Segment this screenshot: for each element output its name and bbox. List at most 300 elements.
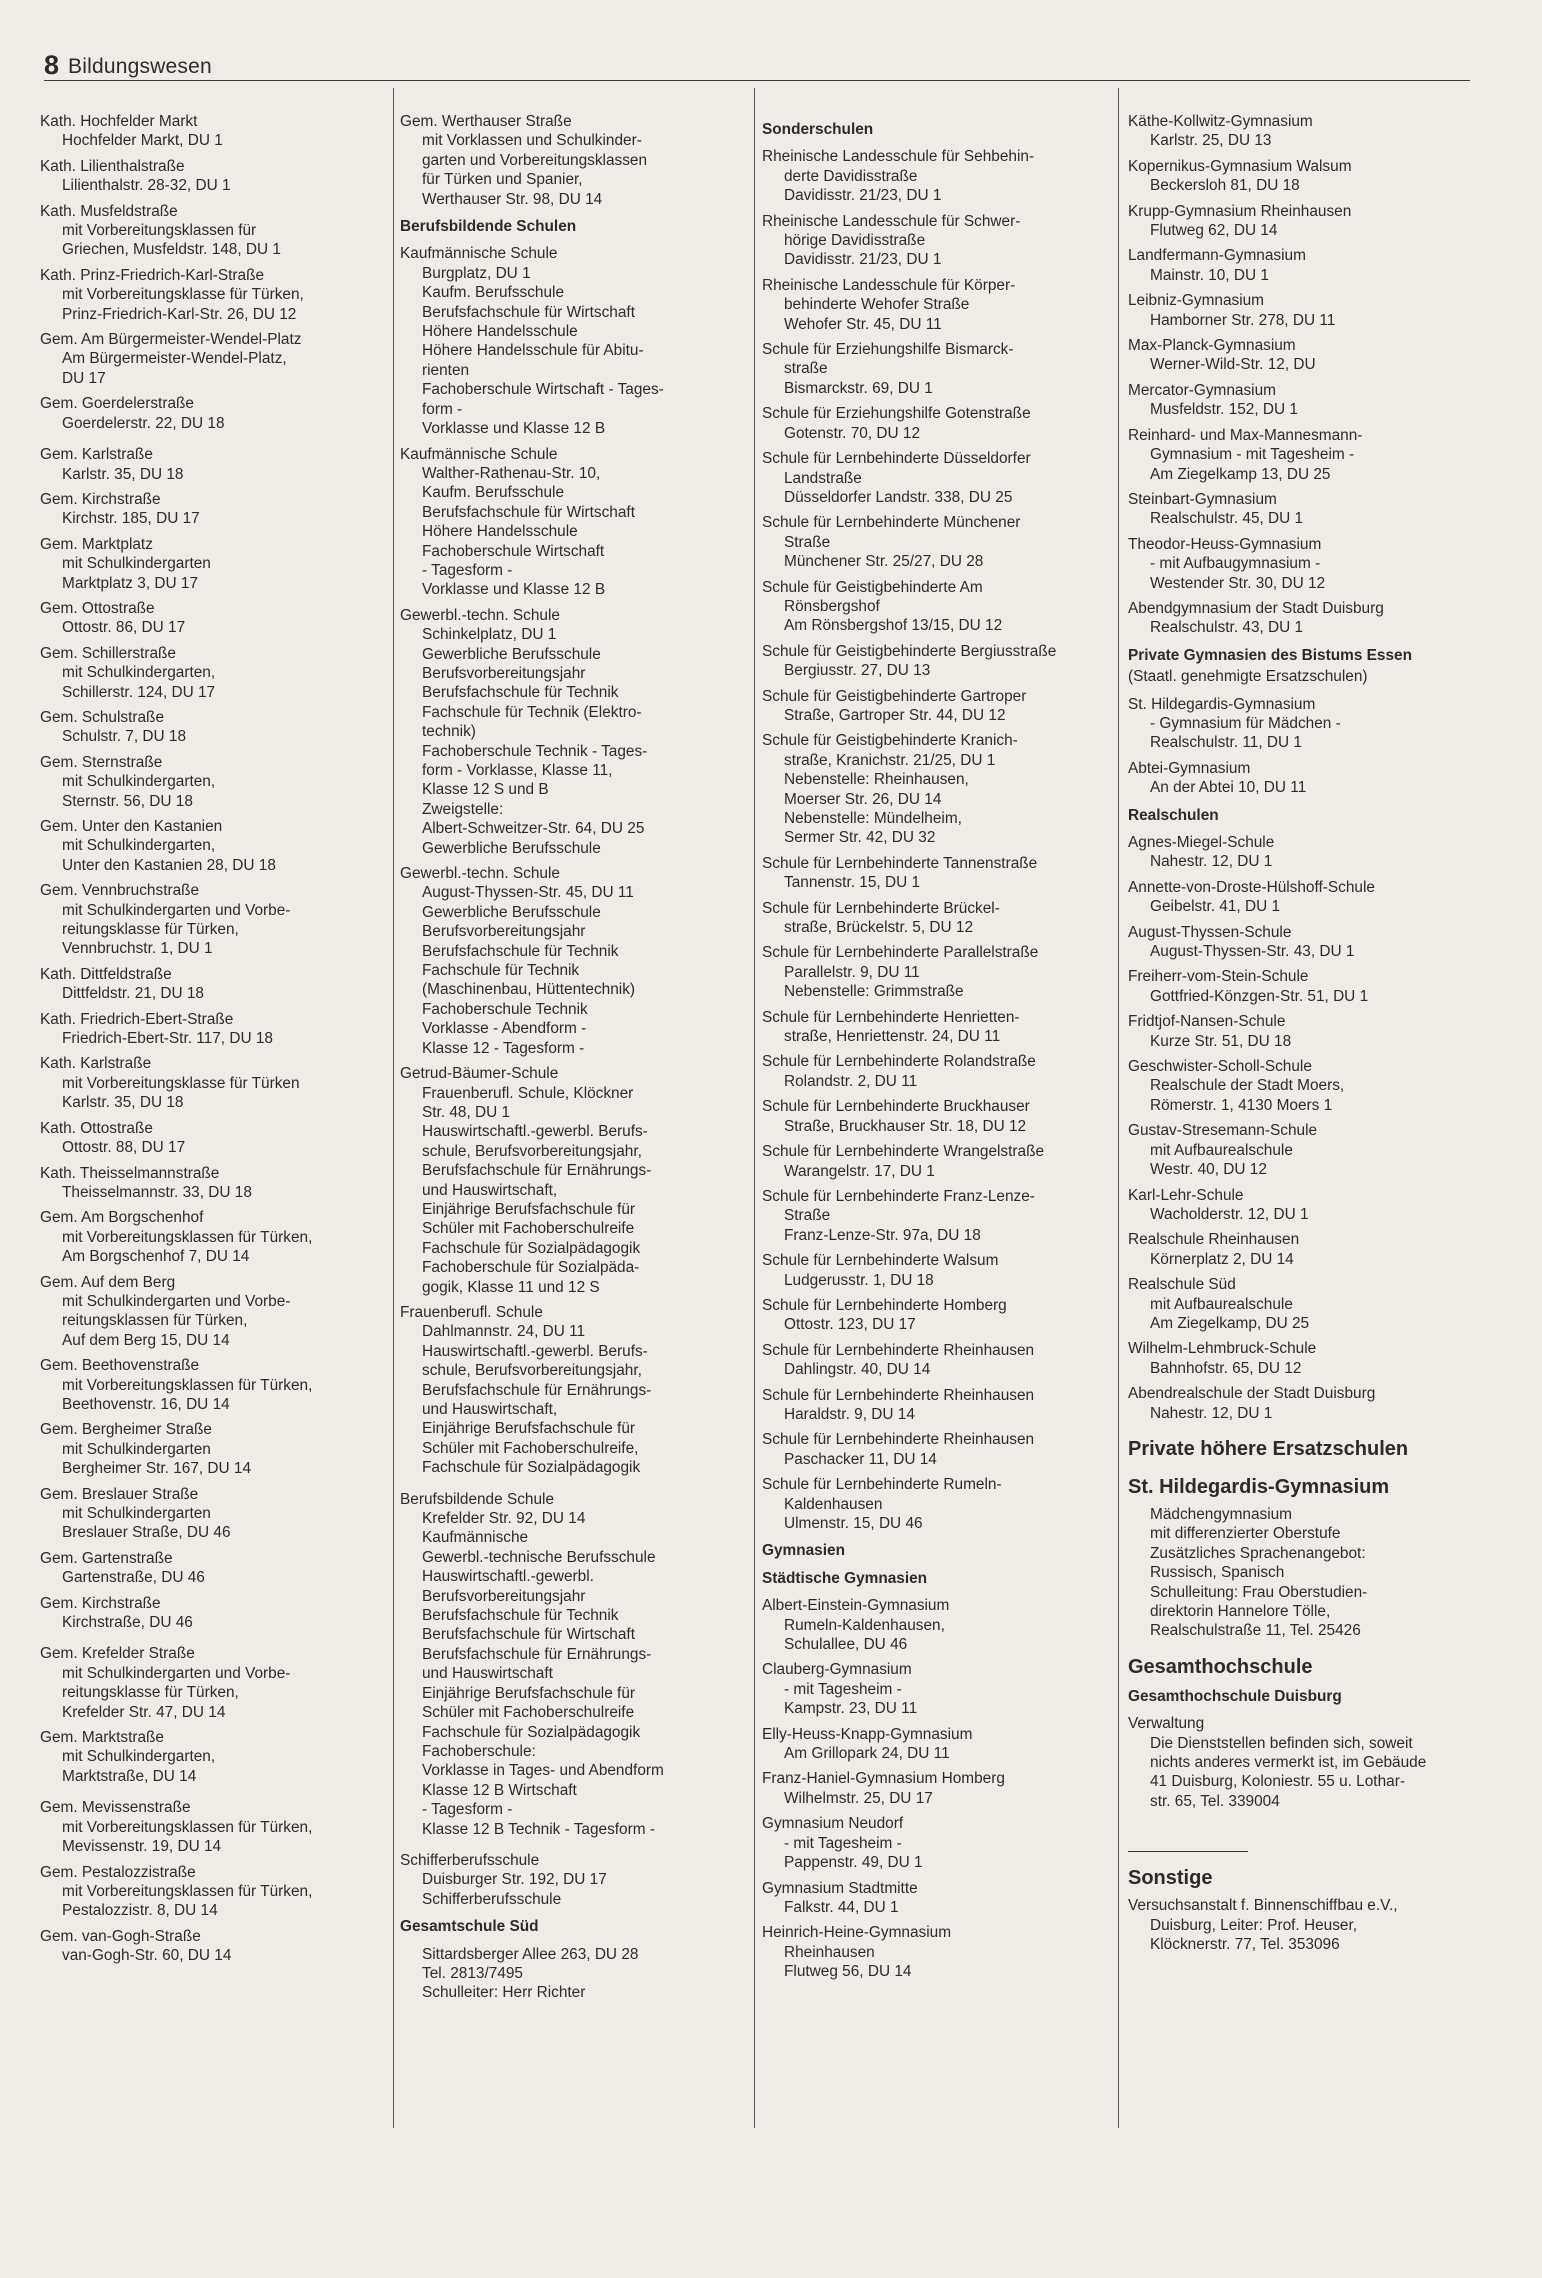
entry-detail-line: Krefelder Str. 47, DU 14	[62, 1703, 226, 1721]
entry-title: Gem. Bergheimer Straße	[40, 1421, 212, 1439]
entry-detail-line: - mit Tagesheim -	[784, 1834, 902, 1852]
entry-title: Schule für Lernbehinderte Henrietten-	[762, 1008, 1020, 1026]
entry-title: Rheinische Landesschule für Schwer-	[762, 212, 1021, 230]
directory-entry	[1128, 535, 1476, 593]
entry-detail-line: Schüler mit Fachoberschulreife,	[422, 1439, 639, 1457]
entry-title: Gymnasium Neudorf	[762, 1815, 904, 1833]
directory-entry	[762, 449, 1108, 507]
entry-detail-line: Nahestr. 12, DU 1	[1150, 853, 1273, 871]
entry-detail-line: Höhere Handelsschule	[422, 323, 578, 341]
entry-title: Versuchsanstalt f. Binnenschiffbau e.V.,	[1128, 1897, 1398, 1915]
directory-entry	[762, 687, 1108, 726]
entry-detail-line: Goerdelerstr. 22, DU 18	[62, 414, 225, 432]
entry-detail-line: Klasse 12 B Wirtschaft	[422, 1781, 577, 1799]
entry-detail-line: mit Aufbaurealschule	[1150, 1295, 1293, 1313]
page-header	[44, 48, 1470, 81]
directory-entry	[40, 644, 386, 702]
entry-detail-line: Beethovenstr. 16, DU 14	[62, 1395, 230, 1413]
directory-entry	[762, 578, 1108, 636]
entry-detail-line: Gewerbliche Berufsschule	[422, 645, 601, 663]
section-heading: Gymnasien	[762, 1542, 845, 1560]
entry-title: Landfermann-Gymnasium	[1128, 247, 1306, 265]
entry-detail-line: für Türken und Spanier,	[422, 171, 583, 189]
entry-detail-line: Düsseldorfer Landstr. 338, DU 25	[784, 488, 1013, 506]
entry-detail-line: Berufsfachschule für Wirtschaft	[422, 303, 635, 321]
entry-detail-line: Karlstr. 35, DU 18	[62, 1094, 184, 1112]
directory-entry	[40, 394, 386, 433]
directory-entry	[762, 1430, 1108, 1469]
directory-entry	[40, 1644, 386, 1722]
directory-entry	[762, 513, 1108, 571]
entry-detail-line: Duisburg, Leiter: Prof. Heuser,	[1150, 1916, 1358, 1934]
directory-entry	[1128, 967, 1476, 1006]
entry-detail-line: Klasse 12 - Tagesform -	[422, 1039, 585, 1057]
entry-detail-line: Körnerplatz 2, DU 14	[1150, 1250, 1294, 1268]
entry-detail-line: August-Thyssen-Str. 43, DU 1	[1150, 943, 1355, 961]
directory-entry	[40, 1728, 386, 1786]
entry-title: Fridtjof-Nansen-Schule	[1128, 1013, 1286, 1031]
entry-detail-line: Werthauser Str. 98, DU 14	[422, 190, 603, 208]
entry-detail-line: straße, Kranichstr. 21/25, DU 1	[784, 751, 996, 769]
entry-title: Mercator-Gymnasium	[1128, 381, 1276, 399]
directory-entry	[762, 1097, 1108, 1136]
entry-detail-line: Höhere Handelsschule für Abitu-	[422, 342, 644, 360]
entry-title: St. Hildegardis-Gymnasium	[1128, 695, 1316, 713]
entry-title: Gem. Krefelder Straße	[40, 1645, 195, 1663]
directory-entry	[40, 1356, 386, 1414]
entry-detail-line: Mainstr. 10, DU 1	[1150, 266, 1269, 284]
directory-entry	[1128, 490, 1476, 529]
entry-title: Verwaltung	[1128, 1715, 1205, 1733]
entry-title: Schule für Geistigbehinderte Am	[762, 578, 983, 596]
entry-title: Realschule Süd	[1128, 1276, 1236, 1294]
entry-detail-line: Die Dienststellen befinden sich, soweit	[1150, 1734, 1413, 1752]
directory-entry	[1128, 878, 1476, 917]
entry-title: Steinbart-Gymnasium	[1128, 490, 1277, 508]
entry-detail-line: Berufsvorbereitungsjahr	[422, 1587, 586, 1605]
directory-entry	[40, 1164, 386, 1203]
directory-entry	[1128, 1121, 1476, 1179]
entry-title: Gewerbl.-techn. Schule	[400, 865, 560, 883]
entry-detail-line: Realschulstr. 43, DU 1	[1150, 619, 1304, 637]
entry-detail-line: Gottfried-Könzgen-Str. 51, DU 1	[1150, 987, 1369, 1005]
entry-detail-line: Unter den Kastanien 28, DU 18	[62, 856, 276, 874]
entry-detail-line: Schinkelplatz, DU 1	[422, 626, 557, 644]
entry-detail-line: Walther-Rathenau-Str. 10,	[422, 464, 601, 482]
entry-detail-line: Pestalozzistr. 8, DU 14	[62, 1902, 218, 1920]
directory-entry	[400, 244, 748, 438]
directory-entry	[762, 1475, 1108, 1533]
entry-detail-line: mit Vorbereitungsklassen für Türken,	[62, 1228, 313, 1246]
directory-entry	[40, 599, 386, 638]
entry-detail-line: str. 65, Tel. 339004	[1150, 1792, 1280, 1810]
entry-detail-line: reitungsklassen für Türken,	[62, 1312, 248, 1330]
entry-detail-line: reitungsklasse für Türken,	[62, 921, 239, 939]
entry-detail-line: Marktplatz 3, DU 17	[62, 574, 198, 592]
entry-detail-line: mit Aufbaurealschule	[1150, 1141, 1293, 1159]
directory-entry	[1128, 157, 1476, 196]
entry-detail-line: Einjährige Berufsfachschule für	[422, 1420, 636, 1438]
directory-entry	[762, 1296, 1108, 1335]
entry-detail-line: Rolandstr. 2, DU 11	[784, 1072, 918, 1090]
directory-entry	[1128, 202, 1476, 241]
entry-detail-line: Am Bürgermeister-Wendel-Platz,	[62, 350, 287, 368]
entry-detail-line: Frauenberufl. Schule, Klöckner	[422, 1084, 634, 1102]
section-heading: Realschulen	[1128, 806, 1219, 824]
entry-detail-line: mit Vorbereitungsklassen für Türken,	[62, 1818, 313, 1836]
entry-detail-line: Moerser Str. 26, DU 14	[784, 790, 942, 808]
entry-title: Schule für Lernbehinderte Rumeln-	[762, 1476, 1002, 1494]
entry-title: Heinrich-Heine-Gymnasium	[762, 1924, 952, 1942]
directory-entry	[762, 1660, 1108, 1718]
directory-entry	[1128, 1505, 1476, 1641]
directory-entry	[40, 1208, 386, 1266]
directory-entry	[762, 147, 1108, 205]
entry-title: Wilhelm-Lehmbruck-Schule	[1128, 1340, 1317, 1358]
entry-detail-line: Nahestr. 12, DU 1	[1150, 1404, 1273, 1422]
entry-detail-line: Breslauer Straße, DU 46	[62, 1524, 231, 1542]
directory-entry	[762, 943, 1108, 1001]
entry-detail-line: schule, Berufsvorbereitungsjahr,	[422, 1362, 642, 1380]
entry-detail-line: Wilhelmstr. 25, DU 17	[784, 1789, 933, 1807]
entry-detail-line: Rönsbergshof	[784, 597, 880, 615]
directory-entry	[762, 1008, 1108, 1047]
entry-detail-line: Fachoberschule Technik	[422, 1000, 588, 1018]
entry-detail-line: Gartenstraße, DU 46	[62, 1569, 205, 1587]
entry-detail-line: van-Gogh-Str. 60, DU 14	[62, 1947, 232, 1965]
directory-entry	[762, 1142, 1108, 1181]
entry-title: Rheinische Landesschule für Sehbehin-	[762, 148, 1035, 166]
entry-title: Abendgymnasium der Stadt Duisburg	[1128, 599, 1384, 617]
entry-detail-line: Bismarckstr. 69, DU 1	[784, 379, 933, 397]
entry-title: Kath. Karlstraße	[40, 1055, 152, 1073]
entry-detail-line: Kaufmännische	[422, 1529, 529, 1547]
entry-title: Schule für Geistigbehinderte Gartroper	[762, 687, 1027, 705]
entry-detail-line: Vennbruchstr. 1, DU 1	[62, 940, 213, 958]
entry-title: Kath. Friedrich-Ebert-Straße	[40, 1010, 234, 1028]
entry-title: Kaufmännische Schule	[400, 245, 558, 263]
entry-detail-line: Am Grillopark 24, DU 11	[784, 1745, 950, 1763]
directory-entry	[40, 1054, 386, 1112]
entry-title: Schule für Lernbehinderte Homberg	[762, 1296, 1007, 1314]
directory-entry	[40, 157, 386, 196]
entry-detail-line: Flutweg 56, DU 14	[784, 1963, 912, 1981]
entry-detail-line: Russisch, Spanisch	[1150, 1564, 1285, 1582]
entry-detail-line: Tel. 2813/7495	[422, 1964, 523, 1982]
entry-detail-line: Prinz-Friedrich-Karl-Str. 26, DU 12	[62, 305, 297, 323]
entry-title: Gem. Schillerstraße	[40, 644, 176, 662]
entry-detail-line: Pappenstr. 49, DU 1	[784, 1854, 923, 1872]
entry-detail-line: nichts anderes vermerkt ist, im Gebäude	[1150, 1754, 1427, 1772]
entry-detail-line: Wehofer Str. 45, DU 11	[784, 315, 942, 333]
entry-detail-line: Bergheimer Str. 167, DU 14	[62, 1460, 252, 1478]
entry-title: Gem. Marktplatz	[40, 535, 153, 553]
entry-detail-line: Schulallee, DU 46	[784, 1636, 908, 1654]
entry-detail-line: und Hauswirtschaft,	[422, 1181, 558, 1199]
column-2	[400, 112, 748, 2127]
section-heading: Gesamtschule Süd	[400, 1918, 539, 1936]
entry-title: Schule für Erziehungshilfe Gotenstraße	[762, 405, 1031, 423]
directory-entry	[762, 1879, 1108, 1918]
entry-detail-line: Fachoberschule Wirtschaft - Tages-	[422, 381, 664, 399]
entry-detail-line: Falkstr. 44, DU 1	[784, 1898, 899, 1916]
column-divider	[754, 88, 755, 2128]
entry-detail-line: Fachschule für Technik	[422, 962, 580, 980]
entry-title: Schule für Lernbehinderte Franz-Lenze-	[762, 1187, 1035, 1205]
directory-entry	[1128, 923, 1476, 962]
directory-entry	[762, 276, 1108, 334]
section-heading: Sonderschulen	[762, 121, 874, 138]
entry-title: Gem. Kirchstraße	[40, 490, 161, 508]
entry-detail-line: mit Vorklassen und Schulkinder-	[422, 132, 642, 150]
directory-entry	[762, 340, 1108, 398]
entry-detail-line: Vorklasse in Tages- und Abendform	[422, 1762, 664, 1780]
entry-detail-line: - Tagesform -	[422, 561, 513, 579]
entry-detail-line: mit Schulkindergarten und Vorbe-	[62, 1292, 291, 1310]
entry-title: Gem. Am Borgschenhof	[40, 1209, 204, 1227]
entry-detail-line: Flutweg 62, DU 14	[1150, 222, 1278, 240]
page-number: 8	[44, 50, 60, 80]
directory-entry	[762, 854, 1108, 893]
entry-detail-line: Berufsfachschule für Wirtschaft	[422, 503, 635, 521]
entry-title: Realschule Rheinhausen	[1128, 1231, 1300, 1249]
entry-title: Schule für Lernbehinderte Rheinhausen	[762, 1431, 1035, 1449]
directory-entry	[762, 642, 1108, 681]
directory-entry	[40, 1594, 386, 1633]
entry-detail-line: Landstraße	[784, 469, 862, 487]
entry-detail-line: Ulmenstr. 15, DU 46	[784, 1515, 923, 1532]
entry-title: Krupp-Gymnasium Rheinhausen	[1128, 202, 1352, 220]
entry-title: Kath. Prinz-Friedrich-Karl-Straße	[40, 266, 265, 284]
entry-detail-line: Römerstr. 1, 4130 Moers 1	[1150, 1096, 1333, 1114]
entry-title: Gem. Goerdelerstraße	[40, 395, 194, 413]
entry-detail-line: form - Vorklasse, Klasse 11,	[422, 762, 613, 779]
entry-title: Gem. Gartenstraße	[40, 1549, 173, 1567]
entry-detail-line: Geibelstr. 41, DU 1	[1150, 898, 1281, 916]
entry-title: Agnes-Miegel-Schule	[1128, 834, 1275, 851]
entry-title: Schule für Lernbehinderte Münchener	[762, 514, 1021, 532]
major-section-heading: Sonstige	[1128, 1867, 1213, 1890]
entry-detail-line: Karlstr. 25, DU 13	[1150, 132, 1272, 150]
directory-entry	[40, 708, 386, 747]
entry-detail-line: Dittfeldstr. 21, DU 18	[62, 985, 204, 1003]
entry-title: Abtei-Gymnasium	[1128, 759, 1251, 777]
directory-entry	[1128, 1230, 1476, 1269]
entry-detail-line: Wacholderstr. 12, DU 1	[1150, 1205, 1309, 1223]
entry-detail-line: Berufsvorbereitungsjahr	[422, 664, 586, 682]
entry-detail-line: mit differenzierter Oberstufe	[1150, 1525, 1341, 1543]
entry-detail-line: Gymnasium - mit Tagesheim -	[1150, 446, 1355, 464]
entry-title: Albert-Einstein-Gymnasium	[762, 1597, 950, 1615]
entry-detail-line: schule, Berufsvorbereitungsjahr,	[422, 1142, 642, 1160]
directory-entry	[40, 490, 386, 529]
column-divider	[1118, 88, 1119, 2128]
entry-detail-line: Theisselmannstr. 33, DU 18	[62, 1183, 252, 1201]
directory-entry	[40, 1119, 386, 1158]
entry-detail-line: mit Vorbereitungsklassen für Türken,	[62, 1882, 313, 1900]
directory-entry	[1128, 246, 1476, 285]
entry-detail-line: mit Schulkindergarten	[62, 1505, 211, 1522]
entry-detail-line: Lilienthalstr. 28-32, DU 1	[62, 177, 231, 195]
directory-entry	[1128, 1186, 1476, 1225]
entry-title: Schule für Geistigbehinderte Kranich-	[762, 732, 1018, 750]
entry-detail-line: Fachoberschule:	[422, 1742, 536, 1760]
entry-detail-line: Berufsfachschule für Ernährungs-	[422, 1381, 652, 1399]
entry-detail-line: Schillerstr. 124, DU 17	[62, 683, 216, 701]
section-heading: Berufsbildende Schulen	[400, 218, 577, 236]
directory-entry	[400, 112, 748, 209]
entry-detail-line: gogik, Klasse 11 und 12 S	[422, 1278, 600, 1296]
entry-title: Kath. Ottostraße	[40, 1119, 153, 1137]
entry-detail-line: Höhere Handelsschule	[422, 523, 578, 541]
entry-detail-line: Zweigstelle:	[422, 800, 504, 818]
directory-entry	[762, 1725, 1108, 1764]
directory-entry	[40, 1485, 386, 1543]
entry-title: Schifferberufsschule	[400, 1851, 540, 1869]
entry-detail-line: Paschacker 11, DU 14	[784, 1450, 937, 1468]
entry-detail-line: mit Vorbereitungsklasse für Türken	[62, 1074, 300, 1092]
entry-title: Gymnasium Stadtmitte	[762, 1879, 918, 1897]
entry-detail-line: Albert-Schweitzer-Str. 64, DU 25	[422, 820, 645, 838]
entry-detail-line: Kaufm. Berufsschule	[422, 284, 565, 302]
directory-entry	[762, 731, 1108, 847]
entry-detail-line: Hamborner Str. 278, DU 11	[1150, 311, 1336, 329]
directory-entry	[400, 864, 748, 1058]
entry-detail-line: Griechen, Musfeldstr. 148, DU 1	[62, 241, 281, 259]
directory-entry	[40, 330, 386, 388]
entry-title: Gem. Pestalozzistraße	[40, 1863, 196, 1881]
entry-detail-line: Ludgerusstr. 1, DU 18	[784, 1271, 934, 1289]
directory-entry	[1128, 112, 1476, 151]
entry-detail-line: Schulstr. 7, DU 18	[62, 728, 187, 746]
entry-title: August-Thyssen-Schule	[1128, 923, 1292, 941]
directory-entry	[762, 212, 1108, 270]
entry-title: Gem. Karlstraße	[40, 446, 153, 464]
entry-detail-line: Schüler mit Fachoberschulreife	[422, 1704, 635, 1722]
directory-entry	[40, 881, 386, 959]
entry-detail-line: straße	[784, 360, 828, 378]
directory-entry	[1128, 1896, 1476, 1954]
directory-entry	[1128, 291, 1476, 330]
entry-detail-line: Musfeldstr. 152, DU 1	[1150, 401, 1298, 419]
directory-entry	[40, 1798, 386, 1856]
entry-detail-line: Gotenstr. 70, DU 12	[784, 424, 921, 442]
entry-detail-line: Westr. 40, DU 12	[1150, 1161, 1267, 1179]
entry-detail-line: Ottostr. 86, DU 17	[62, 619, 186, 637]
directory-entry	[400, 606, 748, 858]
entry-detail-line: rienten	[422, 361, 470, 379]
entry-detail-line: Mädchengymnasium	[1150, 1505, 1293, 1523]
entry-detail-line: Parallelstr. 9, DU 11	[784, 963, 920, 981]
entry-detail-line: Berufsvorbereitungsjahr	[422, 923, 586, 941]
entry-title: Käthe-Kollwitz-Gymnasium	[1128, 113, 1313, 130]
entry-detail-line: Realschulstr. 11, DU 1	[1150, 734, 1302, 752]
entry-detail-line: - Tagesform -	[422, 1801, 513, 1819]
directory-entry	[762, 1052, 1108, 1091]
entry-detail-line: Schulleiter: Herr Richter	[422, 1984, 586, 2002]
entry-detail-line: Rumeln-Kaldenhausen,	[784, 1616, 945, 1634]
directory-entry	[1128, 1057, 1476, 1115]
entry-title: Franz-Haniel-Gymnasium Homberg	[762, 1770, 1005, 1788]
entry-detail-line: Berufsfachschule für Technik	[422, 684, 619, 702]
entry-detail-line: Straße, Gartroper Str. 44, DU 12	[784, 706, 1006, 724]
entry-detail-line: - mit Tagesheim -	[784, 1680, 902, 1698]
entry-detail-line: Kirchstr. 185, DU 17	[62, 510, 200, 528]
entry-detail-line: mit Schulkindergarten,	[62, 773, 216, 791]
directory-entry	[40, 753, 386, 811]
entry-title: Gem. Werthauser Straße	[400, 113, 572, 130]
directory-entry	[1128, 599, 1476, 638]
entry-detail-line: hörige Davidisstraße	[784, 232, 926, 250]
directory-entry	[400, 1490, 748, 1839]
entry-detail-line: Kaufm. Berufsschule	[422, 484, 565, 502]
directory-entry	[400, 1303, 748, 1478]
directory-entry	[400, 1064, 748, 1297]
entry-detail-line: Davidisstr. 21/23, DU 1	[784, 187, 942, 205]
entry-detail-line: Fachschule für Sozialpädagogik	[422, 1239, 641, 1257]
entry-title: Elly-Heuss-Knapp-Gymnasium	[762, 1725, 973, 1743]
entry-detail-line: Bahnhofstr. 65, DU 12	[1150, 1359, 1302, 1377]
section-heading: Städtische Gymnasien	[762, 1569, 928, 1587]
entry-title: Kath. Theisselmannstraße	[40, 1164, 220, 1182]
entry-title: Gem. Marktstraße	[40, 1729, 164, 1747]
directory-entry	[400, 1851, 748, 1909]
directory-entry	[762, 1814, 1108, 1872]
directory-entry	[762, 1251, 1108, 1290]
directory-entry	[1128, 1714, 1476, 1811]
directory-entry	[40, 112, 386, 151]
entry-detail-line: mit Schulkindergarten	[62, 555, 211, 573]
entry-detail-line: Nebenstelle: Grimmstraße	[784, 983, 964, 1001]
entry-detail-line: Tannenstr. 15, DU 1	[784, 874, 921, 892]
entry-title: Schule für Geistigbehinderte Bergiusstraße	[762, 642, 1057, 660]
directory-entry	[762, 899, 1108, 938]
directory-entry	[40, 817, 386, 875]
entry-detail-line: (Maschinenbau, Hüttentechnik)	[422, 981, 636, 999]
entry-detail-line: Kirchstraße, DU 46	[62, 1614, 193, 1632]
entry-title: Schule für Lernbehinderte Bruckhauser	[762, 1098, 1030, 1116]
entry-detail-line: mit Schulkindergarten und Vorbe-	[62, 901, 291, 919]
entry-title: Rheinische Landesschule für Körper-	[762, 276, 1016, 294]
entry-detail-line: Gewerbliche Berufsschule	[422, 903, 601, 921]
entry-detail-line: direktorin Hannelore Tölle,	[1150, 1603, 1331, 1620]
entry-title: Freiherr-vom-Stein-Schule	[1128, 968, 1309, 986]
entry-detail-line: Dahlmannstr. 24, DU 11	[422, 1323, 586, 1341]
entry-detail-line: Münchener Str. 25/27, DU 28	[784, 553, 984, 571]
entry-title: Kath. Lilienthalstraße	[40, 157, 185, 175]
entry-detail-line: August-Thyssen-Str. 45, DU 11	[422, 884, 634, 902]
entry-detail-line: Werner-Wild-Str. 12, DU	[1150, 356, 1316, 374]
section-divider	[1128, 1851, 1248, 1852]
directory-entry	[40, 266, 386, 324]
directory-entry	[40, 965, 386, 1004]
directory-entry	[400, 1945, 748, 2003]
entry-title: Kaufmännische Schule	[400, 445, 558, 463]
directory-entry	[40, 202, 386, 260]
directory-entry	[762, 404, 1108, 443]
entry-title: Karl-Lehr-Schule	[1128, 1186, 1244, 1204]
section-heading: Private Gymnasien des Bistums Essen	[1128, 646, 1412, 664]
directory-entry	[1128, 833, 1476, 872]
entry-detail-line: Hauswirtschaftl.-gewerbl. Berufs-	[422, 1342, 648, 1360]
entry-title: Max-Planck-Gymnasium	[1128, 337, 1296, 355]
entry-detail-line: Warangelstr. 17, DU 1	[784, 1162, 935, 1180]
directory-entry	[400, 445, 748, 600]
entry-title: Frauenberufl. Schule	[400, 1303, 543, 1321]
entry-detail-line: Realschule der Stadt Moers,	[1150, 1077, 1345, 1095]
entry-title: Gem. Kirchstraße	[40, 1594, 161, 1612]
entry-detail-line: Fachschule für Technik (Elektro-	[422, 703, 642, 721]
